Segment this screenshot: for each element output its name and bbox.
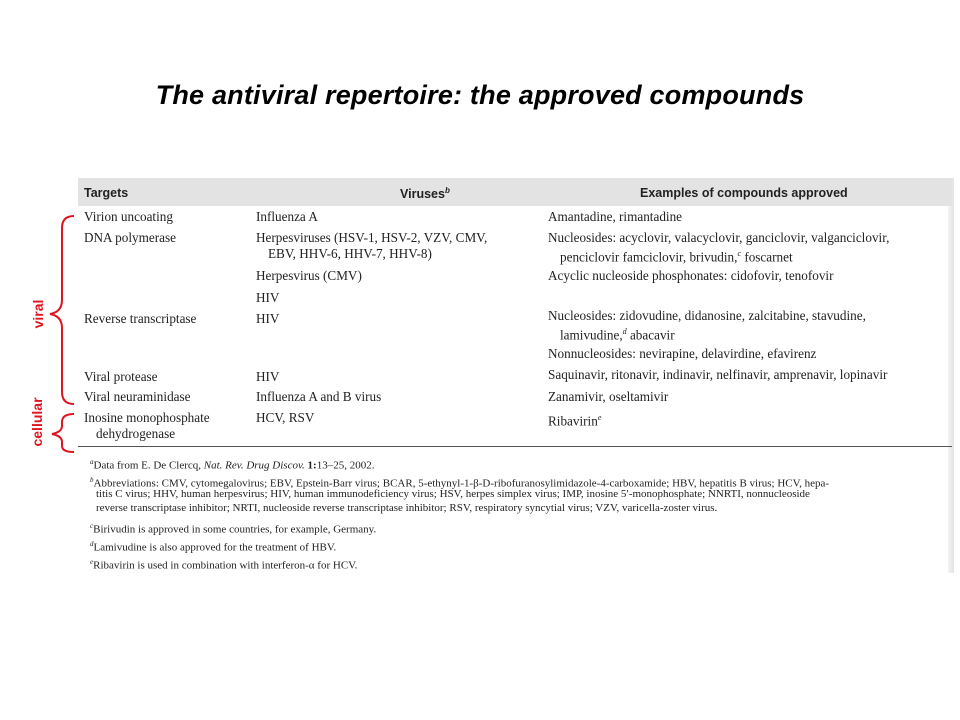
- footnote-a: $^a$Data from E. De Clercq, Nat. Rev. Drug Discov. 1:13–25, 2002.: [90, 458, 375, 472]
- compound-cell: Zanamivir, oseltamivir: [548, 389, 669, 404]
- footnote-c: $^c$Birivudin is approved in some countries, for example, Germany.: [90, 522, 377, 536]
- compound-cell-cont: penciclovir famciclovir, brivudin,$^c$ foscarnet: [560, 249, 793, 265]
- target-cell-cont: dehydrogenase: [96, 426, 176, 441]
- header-compounds: Examples of compounds approved: [640, 186, 848, 200]
- target-cell: DNA polymerase: [84, 230, 176, 245]
- slide-title: The antiviral repertoire: the approved compounds: [155, 80, 805, 110]
- virus-cell: Herpesviruses (HSV-1, HSV-2, VZV, CMV,: [256, 230, 488, 245]
- target-cell: Inosine monophosphate: [84, 410, 210, 425]
- compound-cell: Nucleosides: zidovudine, didanosine, zalcitabine, stavudine,: [548, 308, 866, 323]
- footnote-d: $^d$Lamivudine is also approved for the treatment of HBV.: [90, 540, 337, 554]
- cellular-label: cellular: [29, 397, 45, 447]
- compound-cell: Ribavirin$^e$: [548, 413, 602, 429]
- compound-cell-cont: lamivudine,$^d$ abacavir: [560, 327, 675, 343]
- virus-cell: Influenza A: [256, 209, 318, 224]
- compound-cell: Nonnucleosides: nevirapine, delavirdine, efavirenz: [548, 346, 817, 361]
- viral-label: viral: [30, 299, 46, 329]
- footnote-b-line2: titis C virus; HHV, human herpesvirus; HIV, human immunodeficiency virus; HSV, herpes simplex virus; IMP, inosine 5′-monophosphate; NNRTI, nonnucleoside: [96, 488, 810, 500]
- footnote-b: $^b$Abbreviations: CMV, cytomegalovirus; EBV, Epstein-Barr virus; BCAR, 5-ethynyl-1-β-D-ribofuranosylimidazole-4-carboxamide; HBV, hepatitis B virus; HCV, hepa-: [90, 476, 830, 490]
- target-cell: Viral neuraminidase: [84, 389, 191, 404]
- footnote-e: $^e$Ribavirin is used in combination with interferon-α for HCV.: [90, 558, 358, 572]
- compound-cell: Amantadine, rimantadine: [548, 209, 683, 224]
- cellular-bracket: [52, 414, 74, 452]
- viral-bracket: [50, 216, 74, 404]
- virus-cell: HIV: [256, 311, 280, 326]
- target-cell: Viral protease: [84, 369, 158, 384]
- virus-cell: Influenza A and B virus: [256, 389, 382, 404]
- virus-cell: HCV, RSV: [256, 410, 315, 425]
- footnote-b-line3: reverse transcriptase inhibitor; NRTI, nucleoside reverse transcriptase inhibitor; RSV, respiratory syncytial virus; VZV, varicella-zoster virus.: [96, 502, 718, 514]
- compound-cell: Nucleosides: acyclovir, valacyclovir, ganciclovir, valganciclovir,: [548, 230, 890, 245]
- virus-cell-cont: EBV, HHV-6, HHV-7, HHV-8): [268, 246, 432, 261]
- virus-cell: Herpesvirus (CMV): [256, 268, 362, 283]
- virus-cell: HIV: [256, 290, 280, 305]
- target-cell: Virion uncoating: [84, 209, 173, 224]
- header-targets: Targets: [84, 186, 129, 200]
- virus-cell: HIV: [256, 369, 280, 384]
- target-cell: Reverse transcriptase: [84, 311, 197, 326]
- compound-cell: Saquinavir, ritonavir, indinavir, nelfinavir, amprenavir, lopinavir: [548, 367, 888, 382]
- header-viruses: Viruses$^b$: [400, 186, 450, 202]
- compound-cell: Acyclic nucleoside phosphonates: cidofovir, tenofovir: [548, 268, 834, 283]
